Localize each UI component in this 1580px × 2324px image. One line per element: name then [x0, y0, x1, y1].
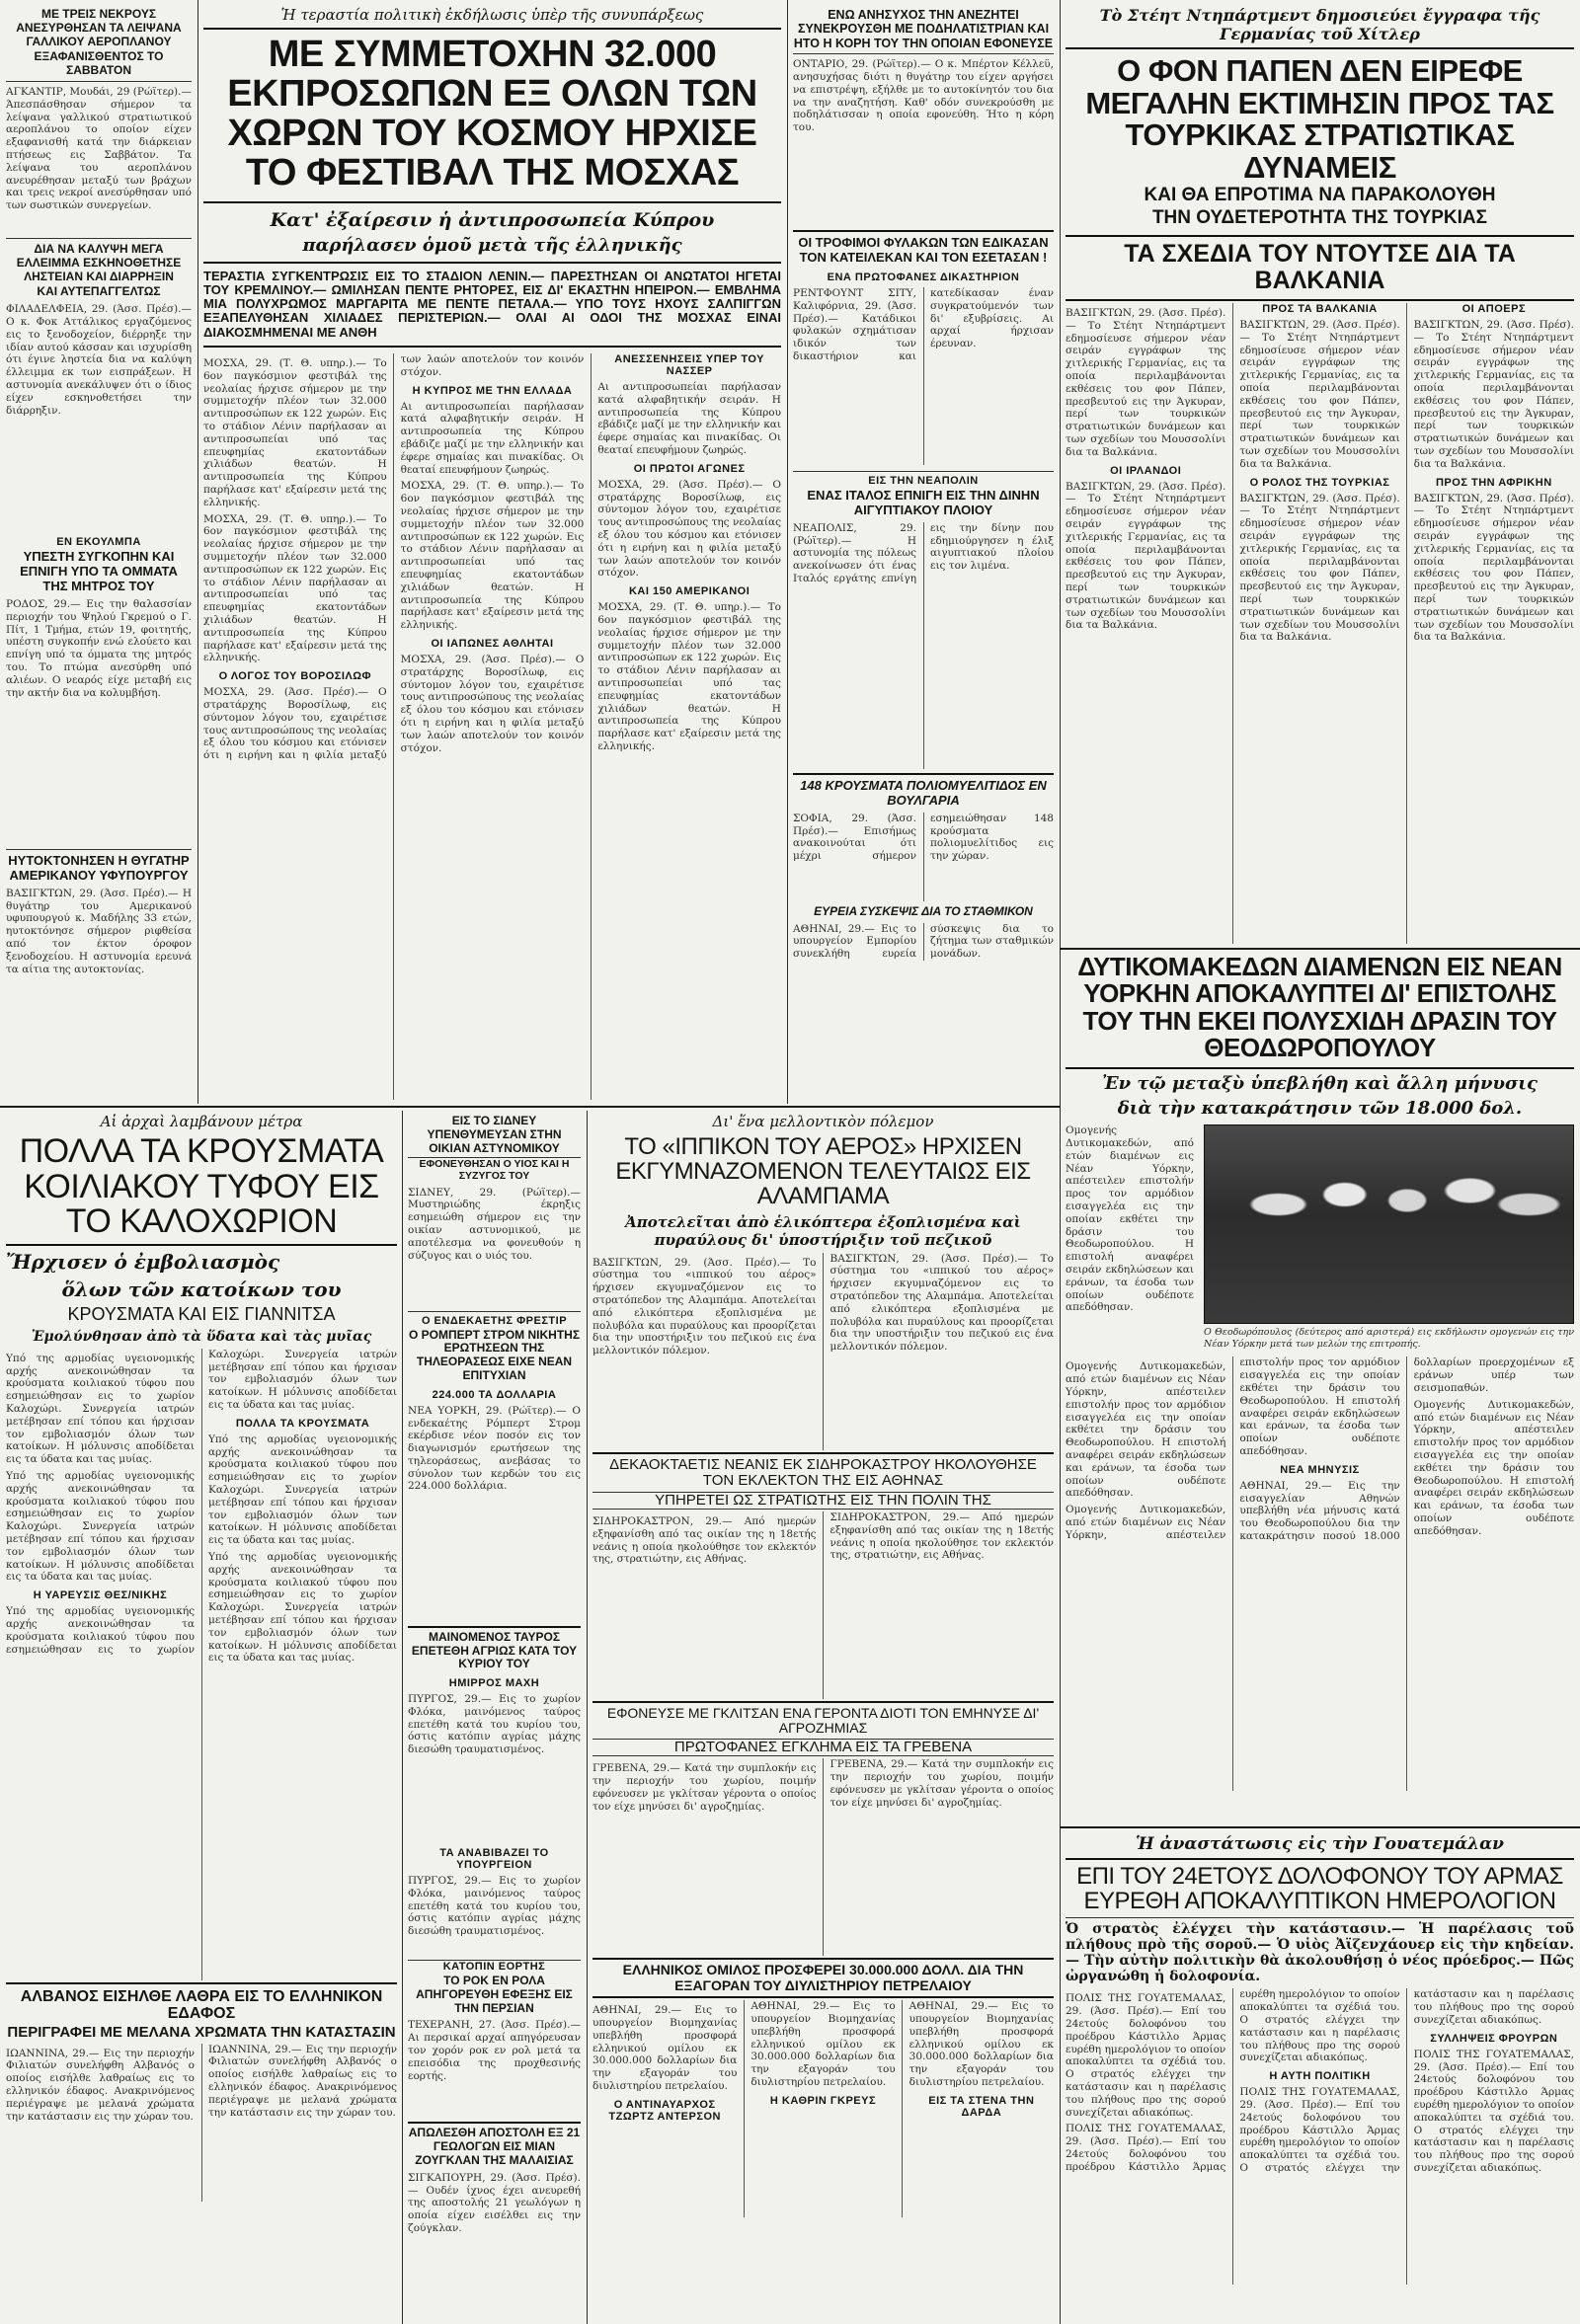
article-refinery: ΑΘΗΝΑΙ, 29.— Εις το υπουργείον Βιομηχανίας υπεβλήθη προσφορά ελληνικού ομίλου εκ 30.000.000 δολλαρίων δια την εξαγοράν του διυλιστηρίου πετρελαίου. [592, 2004, 738, 2092]
section-label-grace-kelly: Η ΚΑΘΡΙΝ ΓΚΡΕΥΣ [769, 2094, 877, 2107]
grevena-headline: ΕΦΟΝΕΥΣΕ ΜΕ ΓΚΛΙΤΣΑΝ ΕΝΑ ΓΕΡΟΝΤΑ ΔΙΟΤΙ ΤΟΝ ΕΜΗΝΥΣΕ ΔΙ' ΑΓΡΟΖΗΜΙΑΣ [592, 1701, 1054, 1737]
subhead-bull: ΗΜΙΡΡΟΣ ΜΑΧΗ [448, 1677, 540, 1690]
section-label-cyprus: Η ΚΥΠΡΟΣ ΜΕ ΤΗΝ ΕΛΛΑΔΑ [412, 384, 573, 397]
article-thessaloniki-water: Υπό της αρμοδίας υγειονομικής αρχής ανεκοινώθησαν τα κρούσματα κοιλιακού τύφου που εσημειώθησαν εις το χωρίον Καλοχώρι. Συνεργεία ιατρών μετέβησαν επί τόπου και ήρχισαν τον εμβολιασμόν όλων των κατοίκων. Η μόλυνσις αποδίδεται εις τα ύδατα και τας μυίας. [6, 1348, 397, 1656]
section-label-first-games: ΟΙ ΠΡΩΤΟΙ ΑΓΩΝΕΣ [633, 462, 746, 475]
article-africa: ΒΑΣΙΓΚΤΩΝ, 29. (Άσσ. Πρέσ).— Το Στέητ Ντηπάρτμεντ εδημοσίευσε σήμερον νέαν σειράν εγγράφων της χιτλερικής Γερμανίας, εις τα οποία περιλαμβάνονται εκθέσεις του φον Πάπεν, πρεσβευτού εις την Άγκυραν, περί των τουρκικών στρατιωτικών δυνάμεων και των σχεδίων του Μουσσολίνι δια τα Βαλκάνια. [1413, 492, 1574, 644]
typhus-subhead-2: ὅλων τῶν κατοίκων του [61, 1278, 342, 1302]
guatemala-subhead: Ὁ στρατὸς ἐλέγχει τὴν κατάστασιν.— Ἡ παρέλασις τοῦ πλήθους πρὸ τῆς σοροῦ.— Ὁ υἱὸς Ἀϊζενχάουερ εἰς τὴν κηδείαν.— Τὴν αὐτὴν πολιτικὴν θὰ ἀκολουθήσῃ ὁ νέος πρόεδρος.— Πῶς ὠργανώθη ἡ δολοφονία. [1066, 1917, 1574, 1984]
headline-polio-bulgaria: 148 ΚΡΟΥΣΜΑΤΑ ΠΟΛΙΟΜΥΕΛΙΤΙΔΟΣ ΕΝ ΒΟΥΛΓΑΡΙΑ [793, 773, 1054, 809]
macedonian-columns [1066, 1356, 1574, 1791]
article-prison-court: ΡΕΝΤΦΟΥΝΤ ΣΙΤΥ, Καλιφόρνια, 29. (Άσσ. Πρέσ).— Κατάδικοι φυλακών σχημάτισαν ιδικόν των δικαστήριον και κατεδίκασαν έναν συγκρατούμενόν των δι' εξυβρίσεις. Αι αρχαί ήρχισαν έρευναν. [793, 287, 1054, 362]
subhead-staged-robbery: ΚΑΙ ΑΥΤΕΠΑΓΓΕΛΤΩΣ [37, 284, 161, 299]
column-rule [1060, 0, 1061, 2324]
section-label-japanese: ΟΙ ΙΑΠΩΝΕΣ ΑΘΛΗΤΑΙ [431, 637, 554, 650]
subhead-prison-court: ΕΝΑ ΠΡΩΤΟΦΑΝΕΣ ΔΙΚΑΣΤΗΡΙΟΝ [827, 271, 1020, 283]
section-divider [1060, 1826, 1580, 1828]
guatemala-story [1066, 1834, 1574, 2319]
article-voroshilov: ΜΟΣΧΑ, 29. (Άσσ. Πρέσ).— Ο στρατάρχης Βοροσίλωφ, εις σύντομον λόγον του, εχαιρέτισε τους αντιπροσώπους της νεολαίας εξ όλου του κόσμου και ετόνισεν ότι η ειρήνη και η φιλία μεταξύ των λαών αποτελούν τον κοινόν στόχον. [203, 353, 585, 762]
article-guard-arrests: ΠΟΛΙΣ ΤΗΣ ΓΟΥΑΤΕΜΑΛΑΣ, 29. (Άσσ. Πρέσ).— Επί του 24ετούς δολοφόνου του προέδρου Κάστιλλο Άρμας ευρέθη ημερολόγιον το οποίον αποκαλύπτει τα σχέδιά του. Ο στρατός ελέγχει την κατάστασιν και η παρέλασις του πλήθους προ της σορού συνεχίζεται αδιακόπως. [1413, 2048, 1574, 2174]
macedonian-headline: ΔΥΤΙΚΟΜΑΚΕΔΩΝ ΔΙΑΜΕΝΩΝ ΕΙΣ ΝΕΑΝ ΥΟΡΚΗΝ ΑΠΟΚΑΛΥΠΤΕΙ ΔΙ' ΕΠΙΣΤΟΛΗΣ ΤΟΥ ΤΗΝ ΕΚΕΙ ΠΟΛΥΣΧΙΔΗ ΔΡΑΣΙΝ ΤΟΥ ΘΕΟΔΩΡΟΠΟΥΛΟΥ [1077, 954, 1562, 1062]
article-italian-drowned: ΝΕΑΠΟΛΙΣ, 29. (Ρώϊτερ).— Η αστυνομία της πόλεως ανεκοίνωσεν ότι ένας Ιταλός εργάτης επνίγη εις την δίνην που εδημιούργησεν η έλιξ αιγυπτιακού πλοίου εις τον λιμένα. [793, 521, 1054, 585]
section-label-anderson: Ο ΑΝΤΙΝΑΥΑΡΧΟΣ ΤΖΩΡΤΖ ΑΝΤΕΡΣΟΝ [608, 2098, 721, 2123]
article-anderson: ΑΘΗΝΑΙ, 29.— Εις το υπουργείον Βιομηχανίας υπεβλήθη προσφορά ελληνικού ομίλου εκ 30.000.000 δολλαρίων δια την εξαγοράν του διυλιστηρίου πετρελαίου. [750, 2000, 896, 2088]
section-label-thessaloniki-water: Η ΥΑΡΕΥΣΙΣ ΘΕΣ/ΝΙΚΗΣ [33, 1589, 168, 1602]
article-cyprus-cont: ΜΟΣΧΑ, 29. (Τ. Θ. υπηρ.).— Το 6ον παγκόσμιον φεστιβάλ της νεολαίας ήρχισε σήμερον με την συμμετοχήν πλέον των 32.000 αντιπροσώπων εκ 122 χωρών. Εις το στάδιον Λένιν παρήλασαν αι αντιπροσωπείαι υπό τας επευφημίας εκατοντάδων χιλιάδων θεατών. Η αντιπροσωπεία της Κύπρου παρήλασε κατ' εξαίρεσιν μετά της ελληνικής. [400, 480, 585, 632]
headline-rock-n-roll: ΤΟ ΡΟΚ ΕΝ ΡΟΛΑ ΑΠΗΓΟΡΕΥΘΗ ΕΦΕΞΗΣ ΕΙΣ ΤΗΝ ΠΕΡΣΙΑΝ [416, 1974, 573, 2015]
article-bull: ΠΥΡΓΟΣ, 29.— Εις το χωρίον Φλόκα, μαινόμενος ταύρος επετέθη κατά του κυρίου του, όστις κατόπιν αγρίας μάχης διεσώθη τραυματισμένος. [408, 1693, 581, 1756]
subhead-robert-strom: 224.000 ΤΑ ΔΟΛΛΑΡΙΑ [432, 1388, 557, 1401]
left-briefs-column [6, 6, 192, 1100]
article-robert-strom: ΝΕΑ ΥΟΡΚΗ, 29. (Ρώϊτερ).— Ο ενδεκαέτης Ρόμπερτ Στρομ εκέρδισε νέον ποσόν εις τον διαγωνισμόν ερωτήσεων της τηλεοράσεως, ανεβάσας το σύνολον των κερδών του εις 224.000 δολλάρια. [408, 1404, 581, 1493]
von-papen-story [1066, 6, 1574, 944]
photo-theodoropoulos [1204, 1124, 1574, 1353]
section-divider [1060, 948, 1580, 950]
article-guatemala-cont: ΠΟΛΙΣ ΤΗΣ ΓΟΥΑΤΕΜΑΛΑΣ, 29. (Άσσ. Πρέσ).— Επί του 24ετούς δολοφόνου του προέδρου Κάστιλλο Άρμας ευρέθη ημερολόγιον το οποίον αποκαλύπτει τα σχέδιά του. Ο στρατός ελέγχει την κατάστασιν και η παρέλασις του πλήθους προ της σορού συνεχίζεται αδιακόπως. [1066, 1988, 1400, 2173]
section-label-dardanelles: ΕΙΣ ΤΑ ΣΤΕΝΑ ΤΗΝ ΔΑΡΔΑ [928, 2094, 1035, 2119]
article-many-cases-cont: Υπό της αρμοδίας υγειονομικής αρχής ανεκοινώθησαν τα κρούσματα κοιλιακού τύφου που εσημειώθησαν εις το χωρίον Καλοχώρι. Συνεργεία ιατρών μετέβησαν επί τόπου και ήρχισαν τον εμβολιασμόν όλων των κατοίκων. Η μόλυνσις αποδίδεται εις τα ύδατα και τας μυίας. [208, 1551, 397, 1665]
festival-subhead: Κατ' ἐξαίρεσιν ἡ ἀντιπροσωπεία Κύπρου [203, 201, 781, 231]
article-sidirokastro-cont: ΣΙΔΗΡΟΚΑΣΤΡΟΝ, 29.— Από ημερών εξηφανίσθη από τας οικίαν της η 18ετής νεάνις η οποία ηκολούθησε τον εκλεκτόν της, στρατιώτην, εις Αθήνας. [830, 1511, 1054, 1562]
column-rule [587, 1111, 588, 2324]
article-irish: ΒΑΣΙΓΚΤΩΝ, 29. (Άσσ. Πρέσ).— Το Στέητ Ντηπάρτμεντ εδημοσίευσε σήμερον νέαν σειράν εγγράφων της χιτλερικής Γερμανίας, εις τα οποία περιλαμβάνονται εκθέσεις του φον Πάπεν, πρεσβευτού εις την Άγκυραν, περί των τουρκικών στρατιωτικών δυνάμεων και των σχεδίων του Μουσσολίνι δια τα Βαλκάνια. [1066, 480, 1226, 632]
article-turkey-role: ΒΑΣΙΓΚΤΩΝ, 29. (Άσσ. Πρέσ).— Το Στέητ Ντηπάρτμεντ εδημοσίευσε σήμερον νέαν σειράν εγγράφων της χιτλερικής Γερμανίας, εις τα οποία περιλαμβάνονται εκθέσεις του φον Πάπεν, πρεσβευτού εις την Άγκυραν, περί των τουρκικών στρατιωτικών δυνάμεων και των σχεδίων του Μουσσολίνι δια τα Βαλκάνια. [1239, 492, 1400, 644]
section-label-americans: ΚΑΙ 150 ΑΜΕΡΙΚΑΝΟΙ [628, 585, 750, 598]
article-geologists: ΣΙΓΚΑΠΟΥΡΗ, 29. (Άσσ. Πρέσ).— Ουδέν ίχνος έχει ανευρεθή της αποστολής 21 γεωλόγων η οποία είχεν εισέλθει εις την ζούγκλαν. [408, 2171, 581, 2235]
festival-article-cont: ΜΟΣΧΑ, 29. (Τ. Θ. υπηρ.).— Το 6ον παγκόσμιον φεστιβάλ της νεολαίας ήρχισε σήμερον με την συμμετοχήν πλέον των 32.000 αντιπροσώπων εκ 122 χωρών. Εις το στάδιον Λένιν παρήλασαν αι αντιπροσωπείαι υπό τας επευφημίας εκατοντάδων χιλιάδων θεατών. Η αντιπροσωπεία της Κύπρου παρήλασε κατ' εξαίρεσιν μετά της ελληνικής. [203, 512, 387, 664]
article-americans: ΜΟΣΧΑ, 29. (Τ. Θ. υπηρ.).— Το 6ον παγκόσμιον φεστιβάλ της νεολαίας ήρχισε σήμερον με την συμμετοχήν πλέον των 32.000 αντιπροσώπων εκ 122 χωρών. Εις το στάδιον Λένιν παρήλασαν αι αντιπροσωπείαι υπό τας επευφημίας εκατοντάδων χιλιάδων θεατών. Η αντιπροσωπεία της Κύπρου παρήλασε κατ' εξαίρεσιν μετά της ελληνικής. [597, 601, 781, 752]
von-papen-columns [1066, 303, 1574, 944]
article-boers: ΒΑΣΙΓΚΤΩΝ, 29. (Άσσ. Πρέσ).— Το Στέητ Ντηπάρτμεντ εδημοσίευσε σήμερον νέαν σειράν εγγράφων της χιτλερικής Γερμανίας, εις τα οποία περιλαμβάνονται εκθέσεις του φον Πάπεν, πρεσβευτού εις την Άγκυραν, περί των τουρκικών στρατιωτικών δυνάμεων και των σχεδίων του Μουσσολίνι δια τα Βαλκάνια. [1413, 318, 1574, 470]
article-staged-robbery: ΦΙΛΑΔΕΛΦΕΙΑ, 29. (Άσσ. Πρέσ).— Ο κ. Φοκ Αττάλικος εργαζόμενος εις το ξενοδοχείον, διέρρηξε την ιδίαν αυτού κάσσαν και ισχυρίσθη ότι έγινε ληστεία δια να καλύψη έλλειμμα εκ των εισπράξεων. Η αστυνομία ανεκάλυψεν ότι ο ίδιος είχεν εσκηνοθετήσει την διάρρηξιν. [6, 303, 192, 417]
section-label-irish: ΟΙ ΙΡΛΑΝΔΟΙ [1110, 464, 1182, 477]
article-cyprus: Αι αντιπροσωπείαι παρήλασαν κατά αλφαβητικήν σειράν. Η αντιπροσωπεία της Κύπρου εβάδιζε μαζί με την ελληνικήν και έφερε σημαίας και πινακίδας. Οι θεαταί επευφήμουν ζωηρώς. [400, 400, 585, 476]
headline-suicide-daughter: ΗΥΤΟΚΤΟΝΗΣΕΝ Η ΘΥΓΑΤΗΡ ΑΜΕΡΙΚΑΝΟΥ ΥΦΥΠΟΥΡΓΟΥ [6, 849, 192, 884]
section-label-turkey-role: Ο ΡΟΛΟΣ ΤΗΣ ΤΟΥΡΚΙΑΣ [1249, 476, 1390, 489]
headline-weights-meeting: ΕΥΡΕΙΑ ΣΥΣΚΕΨΙΣ ΔΙΑ ΤΟ ΣΤΑΘΜΙΚΟΝ [814, 903, 1033, 918]
column-rule [787, 0, 788, 1104]
typhus-story [6, 1113, 397, 2319]
article-albanian-cont: ΙΩΑΝΝΙΝΑ, 29.— Εις την περιοχήν Φιλιατών συνελήφθη Αλβανός ο οποίος εισήλθε λαθραίως εις το ελληνικόν έδαφος. Ανακρινόμενος περιέγραψε με μελανά χρώματα την κατάστασιν εις την χώραν του. [208, 2043, 397, 2119]
article-sydney: ΣΙΔΝΕΥ, 29. (Ρώϊτερ).— Μυστηριώδης έκρηξις εσημειώθη σήμερον εις την οικίαν αστυνομικού, με αποτέλεσμα να φονευθούν η σύζυγος και ο υιός του. [408, 1186, 581, 1262]
typhus-subhead-giannitsa: ΚΡΟΥΣΜΑΤΑ ΚΑΙ ΕΙΣ ΓΙΑΝΝΙΤΣΑ [67, 1304, 336, 1325]
article-japanese: ΜΟΣΧΑ, 29. (Άσσ. Πρέσ).— Ο στρατάρχης Βοροσίλωφ, εις σύντομον λόγον του, εχαιρέτισε τους αντιπροσώπους της νεολαίας εξ όλου του κόσμου και ετόνισεν ότι η ειρήνη και η φιλία μεταξύ των λαών αποτελούν τον κοινόν στόχον. [400, 653, 585, 754]
sidirokastro-subhead: ΥΠΗΡΕΤΕΙ ΩΣ ΣΤΡΑΤΙΩΤΗΣ ΕΙΣ ΤΗΝ ΠΟΛΙΝ ΤΗΣ [592, 1492, 1054, 1511]
section-label-africa: ΠΡΟΣ ΤΗΝ ΑΦΡΙΚΗΝ [1435, 476, 1552, 489]
article-new-lawsuit-cont: Ομογενής Δυτικομακεδών, από ετών διαμένων εις Νέαν Υόρκην, απέστειλεν επιστολήν προς τον αρμόδιον εισαγγελέα εις την οποίαν εκθέτει την δράσιν του Θεοδωροπούλου. Η επιστολή αναφέρει σειράν εκδηλώσεων και εράνων, τα έσοδα των οποίων ουδέποτε απεδόθησαν. [1413, 1398, 1574, 1537]
section-label-ekoulmpa: ΕΝ ΕΚΟΥΛΜΠΑ [56, 536, 141, 549]
festival-story [203, 6, 781, 1100]
article-typhus-cont: Υπό της αρμοδίας υγειονομικής αρχής ανεκοινώθησαν τα κρούσματα κοιλιακού τύφου που εσημειώθησαν εις το χωρίον Καλοχώρι. Συνεργεία ιατρών μετέβησαν επί τόπου και ήρχισαν τον εμβολιασμόν όλων των κατοίκων. Η μόλυνσις αποδίδεται εις τα ύδατα και τας μυίας. [6, 1470, 195, 1584]
headline-robert-strom: Ο ΡΟΜΠΕΡΤ ΣΤΡΟΜ ΝΙΚΗΤΗΣ ΕΡΩΤΗΣΕΩΝ ΤΗΣ ΤΗΛΕΟΡΑΣΕΩΣ ΕΙΧΕ ΝΕΑΝ ΕΠΙΤΥΧΙΑΝ [408, 1327, 581, 1382]
article-grevena: ΓΡΕΒΕΝΑ, 29.— Κατά την συμπλοκήν εις την περιοχήν του χωρίου, ποιμήν εφόνευσεν με γκλίτσαν γέροντα ο οποίος τον είχε μηνύσει δι' αγροζημίας. [592, 1762, 817, 1813]
group-photo [1204, 1124, 1574, 1324]
section-divider [0, 1106, 1060, 1108]
headline-bull: ΜΑΙΝΟΜΕΝΟΣ ΤΑΥΡΟΣ ΕΠΕΤΕΘΗ ΑΓΡΙΩΣ ΚΑΤΑ ΤΟΥ ΚΥΡΙΟΥ ΤΟΥ [408, 1626, 581, 1671]
article-same-policy: ΠΟΛΙΣ ΤΗΣ ΓΟΥΑΤΕΜΑΛΑΣ, 29. (Άσσ. Πρέσ).— Επί του 24ετούς δολοφόνου του προέδρου Κάστιλλο Άρμας ευρέθη ημερολόγιον το οποίον αποκαλύπτει τα σχέδιά του. Ο στρατός ελέγχει την κατάστασιν και η παρέλασις του πλήθους προ της σορού συνεχίζεται αδιακόπως. [1239, 1988, 1574, 2174]
headline-staged-robbery: ΔΙΑ ΝΑ ΚΑΛΥΨΗ ΜΕΓΑ ΕΛΛΕΙΜΜΑ ΕΣΚΗΝΟΘΕΤΗΣΕ ΛΗΣΤΕΙΑΝ ΚΑΙ ΔΙΑΡΡΗΞΙΝ [6, 238, 192, 283]
guatemala-headline: ΕΠΙ ΤΟΥ 24ΕΤΟΥΣ ΔΟΛΟΦΟΝΟΥ ΤΟΥ ΑΡΜΑΣ ΕΥΡΕΘΗ ΑΠΟΚΑΛΥΠΤΙΚΟΝ ΗΜΕΡΟΛΟΓΙΟΝ [1066, 1858, 1574, 1913]
von-papen-kicker: Τὸ Στέητ Ντηπάρτμεντ δημοσιεύει ἔγγραφα τῆς Γερμανίας τοῦ Χίτλερ [1099, 6, 1540, 43]
grevena-columns [592, 1758, 1054, 1956]
article-macedonian-intro: Ομογενής Δυτικομακεδών, από ετών διαμένων εις Νέαν Υόρκην, απέστειλεν επιστολήν προς τον αρμόδιον εισαγγελέα εις την οποίαν εκθέτει την δράσιν του Θεοδωροπούλου. Η επιστολή αναφέρει σειράν εκδηλώσεων και εράνων, τα έσοδα των οποίων ουδέποτε απεδόθησαν. [1066, 1124, 1194, 1314]
duce-plans-headline: ΤΑ ΣΧΕΔΙΑ ΤΟΥ ΝΤΟΥΤΣΕ ΔΙΑ ΤΑ ΒΑΛΚΑΝΙΑ [1066, 235, 1574, 301]
article-air-cavalry: ΒΑΣΙΓΚΤΩΝ, 29. (Άσσ. Πρέσ).— Το σύστημα του «ιππικού του αέρος» ήρχισεν εκγυμναζόμενον εις το στρατόπεδον της Αλαμπάμα. Αποτελείται από ελικόπτερα εξοπλισμένα με πολυβόλα και πυραύλους και προορίζεται δια την υποστήριξιν του πεζικού εις ένα μελλοντικόν πόλεμον. [592, 1256, 817, 1357]
photo-caption: Ο Θεοδωρόπουλος (δεύτερος από αριστερά) εις εκδήλωσιν ομογενών εις την Νέαν Υόρκην μετά των μελών της επιτροπής. [1204, 1327, 1574, 1350]
headline-sydney: ΕΙΣ ΤΟ ΣΙΔΝΕΥ ΥΠΕΝΘΥΜΕΥΣΑΝ ΣΤΗΝ ΟΙΚΙΑΝ ΑΣΤΥΝΟΜΙΚΟΥ [427, 1114, 562, 1155]
section-label-boers: ΟΙ ΑΠΟΕΡΣ [1462, 302, 1527, 315]
section-label-new-lawsuit: ΝΕΑ ΜΗΝΥΣΙΣ [1280, 1463, 1360, 1476]
guatemala-columns [1066, 1988, 1574, 2285]
festival-headline: ΜΕ ΣΥΜΜΕΤΟΧΗΝ 32.000 ΕΚΠΡΟΣΩΠΩΝ ΕΞ ΟΛΩΝ ΤΩΝ ΧΩΡΩΝ ΤΟΥ ΚΟΣΜΟΥ ΗΡΧΙΣΕ ΤΟ ΦΕΣΤΙΒΑΛ ΤΗΣ ΜΟΣΧΑΣ [203, 28, 781, 194]
article-air-cavalry-cont: ΒΑΣΙΓΚΤΩΝ, 29. (Άσσ. Πρέσ).— Το σύστημα του «ιππικού του αέρος» ήρχισεν εκγυμναζόμενον εις το στρατόπεδον της Αλαμπάμα. Αποτελείται από ελικόπτερα εξοπλισμένα με πολυβόλα και πυραύλους και προορίζεται δια την υποστήριξιν του πεζικού εις ένα μελλοντικόν πόλεμον. [830, 1252, 1054, 1354]
refinery-headline: ΕΛΛΗΝΙΚΟΣ ΟΜΙΛΟΣ ΠΡΟΣΦΕΡΕΙ 30.000.000 ΔΟΛΛ. ΔΙΑ ΤΗΝ ΕΞΑΓΟΡΑΝ ΤΟΥ ΔΙΥΛΙΣΤΗΡΙΟΥ ΠΕΤΡΕΛΑΙΟΥ [592, 1958, 1054, 1998]
subhead-french-plane: ΕΞΑΦΑΝΙΣΘΕΝΤΟΣ ΤΟ ΣΑΒΒΑΤΟΝ [6, 50, 192, 82]
article-french-plane: ΑΓΚΑΝΤΙΡ, Μουδάι, 29 (Ρώϊτερ).— Άπεσπάσθησαν σήμερον τα λείψανα γαλλικού στρατιωτικού αεροπλάνου το οποίον είχεν εξαφανισθή κατά την διάρκειαν πτήσεως εις Σαββάτον. Τα λείψανα του αεροπλάνου ανευρέθησαν μεταξύ των βράχων και τρεις νεκροί ανεσύρθησαν υπό των σωστικών συνεργείων. [6, 85, 192, 212]
grevena-subhead: ΠΡΩΤΟΦΑΝΕΣ ΕΓΚΛΗΜΑ ΕΙΣ ΤΑ ΓΡΕΒΕΝΑ [592, 1739, 1054, 1757]
section-label-nasser: ΑΝΕΣΣΕΝΗΣΕΙΣ ΥΠΕΡ ΤΟΥ ΝΑΣΣΕΡ [614, 353, 764, 378]
subhead-after-party: ΚΑΤΟΠΙΝ ΕΟΡΤΗΣ [408, 1960, 581, 1973]
headline-italian-drowned: ΕΝΑΣ ΙΤΑΛΟΣ ΕΠΝΙΓΗ ΕΙΣ ΤΗΝ ΔΙΝΗΝ ΑΙΓΥΠΤΙΑΚΟΥ ΠΛΟΙΟΥ [807, 488, 1040, 517]
article-guatemala: ΠΟΛΙΣ ΤΗΣ ΓΟΥΑΤΕΜΑΛΑΣ, 29. (Άσσ. Πρέσ).— Επί του 24ετούς δολοφόνου του προέδρου Κάστιλλο Άρμας ευρέθη ημερολόγιον το οποίον αποκαλύπτει τα σχέδιά του. Ο στρατός ελέγχει την κατάστασιν και η παρέλασις του πλήθους προ της σορού συνεχίζεται αδιακόπως. [1066, 1992, 1226, 2119]
article-macedonian-cont: Ομογενής Δυτικομακεδών, από ετών διαμένων εις Νέαν Υόρκην, απέστειλεν επιστολήν προς τον αρμόδιον εισαγγελέα εις την οποίαν εκθέτει την δράσιν του Θεοδωροπούλου. Η επιστολή αναφέρει σειράν εκδηλώσεων και εράνων, τα έσοδα των οποίων ουδέποτε απεδόθησαν. [1066, 1356, 1400, 1541]
section-label-naples: ΕΙΣ ΤΗΝ ΝΕΑΠΟΛΙΝ [793, 471, 1054, 487]
air-cavalry-subhead: Ἀποτελεῖται ἀπὸ ἑλικόπτερα ἐξοπλισμένα καὶ πυραύλους δι' ὑποστήριξιν τοῦ πεζικοῦ [625, 1212, 1021, 1249]
column-rule [402, 1111, 403, 2324]
article-drowned-youth: ΡΟΔΟΣ, 29.— Εις την θαλασσίαν περιοχήν του Ψηλού Γκρεμού ο Γ. Πίτ, 1 Τμήμα, ετών 19, φοιτητής, υπέστη συγκοπήν ενώ ελούετο και επνίγη υπό τα όμματα της μητρός του. Το πτώμα ανεσύρθη υπό αλιέων. Ο νεαρός είχε μεταβή εις την ακτήν δια να κολυμβήση. [6, 597, 192, 699]
article-suicide-daughter: ΒΑΣΙΓΚΤΩΝ, 29. (Άσσ. Πρέσ).— Η θυγάτηρ του Αμερικανού υφυπουργού κ. Μαδήλης 33 ετών, ηυτοκτόνησε σήμερον ριφθείσα από τον έκτον όροφον ξενοδοχείου. Η αστυνομία ερευνά τα αίτια της αυτοκτονίας. [6, 887, 192, 975]
article-von-papen: ΒΑΣΙΓΚΤΩΝ, 29. (Άσσ. Πρέσ).— Το Στέητ Ντηπάρτμεντ εδημοσίευσε σήμερον νέαν σειράν εγγράφων της χιτλερικής Γερμανίας, εις τα οποία περιλαμβάνονται εκθέσεις του φον Πάπεν, πρεσβευτού εις την Άγκυραν, περί των τουρκικών στρατιωτικών δυνάμεων και των σχεδίων του Μουσσολίνι δια τα Βαλκάνια. [1066, 306, 1226, 458]
section-label-eleven-year-old: Ο ΕΝΔΕΚΑΕΤΗΣ ΦΡΕΣΤΙΡ [408, 1311, 581, 1327]
air-cavalry-headline: ΤΟ «ΙΠΠΙΚΟΝ ΤΟΥ ΑΕΡΟΣ» ΗΡΧΙΣΕΝ ΕΚΓΥΜΝΑΖΟΜΕΝΟΝ ΤΕΛΕΥΤΑΙΩΣ ΕΙΣ ΑΛΑΜΠΑΜΑ [615, 1133, 1031, 1210]
albanian-columns [6, 2044, 397, 2202]
typhus-headline: ΠΟΛΛΑ ΤΑ ΚΡΟΥΣΜΑΤΑ ΚΟΙΛΙΑΚΟΥ ΤΥΦΟΥ ΕΙΣ ΤΟ ΚΑΛΟΧΩΡΙΟΝ [19, 1132, 384, 1241]
albanian-subhead: ΠΕΡΙΓΡΑΦΕΙ ΜΕ ΜΕΛΑΝΑ ΧΡΩΜΑΤΑ ΤΗΝ ΚΑΤΑΣΤΑΣΙΝ [7, 2024, 396, 2042]
sidirokastro-headline: ΔΕΚΑΟΚΤΑΕΤΙΣ ΝΕΑΝΙΣ ΕΚ ΣΙΔΗΡΟΚΑΣΤΡΟΥ ΗΚΟΛΟΥΘΗΣΕ ΤΟΝ ΕΚΛΕΚΤΟΝ ΤΗΣ ΕΙΣ ΑΘΗΝΑΣ [592, 1452, 1054, 1490]
festival-columns [203, 353, 781, 1100]
von-papen-subhead: ΚΑΙ ΘΑ ΕΠΡΟΤΙΜΑ ΝΑ ΠΑΡΑΚΟΛΟΥΘΗ [1144, 185, 1496, 206]
typhus-subhead-flies: Ἐμολύνθησαν ἀπὸ τὰ ὕδατα καὶ τὰς μυῖας [31, 1328, 372, 1345]
macedonian-story [1066, 954, 1574, 1822]
subhead-sydney: ΕΦΟΝΕΥΘΗΣΑΝ Ο ΥΙΟΣ ΚΑΙ Η ΣΥΖΥΓΟΣ ΤΟΥ [408, 1157, 581, 1182]
article-first-games: ΜΟΣΧΑ, 29. (Άσσ. Πρέσ).— Ο στρατάρχης Βοροσίλωφ, εις σύντομον λόγον του, εχαιρέτισε τους αντιπροσώπους της νεολαίας εξ όλου του κόσμου και ετόνισεν ότι η ειρήνη και η φιλία μεταξύ των λαών αποτελούν τον κοινόν στόχον. [597, 478, 781, 580]
article-rock-n-roll: ΤΕΧΕΡΑΝΗ, 27. (Άσσ. Πρέσ).— Αι περσικαί αρχαί απηγόρευσαν τον χορόν ροκ εν ρολ μετά τα επεισόδια της προχθεσινής εορτής. [408, 2019, 581, 2082]
festival-kicker: Ἡ τεραστία πολιτικὴ ἐκδήλωσις ὑπὲρ τῆς συνυπάρξεως [280, 6, 704, 24]
festival-article: ΜΟΣΧΑ, 29. (Τ. Θ. υπηρ.).— Το 6ον παγκόσμιον φεστιβάλ της νεολαίας ήρχισε σήμερον με την συμμετοχήν πλέον των 32.000 αντιπροσώπων εκ 122 χωρών. Εις το στάδιον Λένιν παρήλασαν αι αντιπροσωπείαι υπό τας επευφημίας εκατοντάδων χιλιάδων θεατών. Η αντιπροσωπεία της Κύπρου παρήλασε κατ' εξαίρεσιν μετά της ελληνικής. [203, 357, 387, 508]
article-many-cases: Υπό της αρμοδίας υγειονομικής αρχής ανεκοινώθησαν τα κρούσματα κοιλιακού τύφου που εσημειώθησαν εις το χωρίον Καλοχώρι. Συνεργεία ιατρών μετέβησαν επί τόπου και ήρχισαν τον εμβολιασμόν όλων των κατοίκων. Η μόλυνσις αποδίδεται εις τα ύδατα και τας μυίας. [208, 1433, 397, 1547]
article-nasser: Αι αντιπροσωπείαι παρήλασαν κατά αλφαβητικήν σειράν. Η αντιπροσωπεία της Κύπρου εβάδιζε μαζί με την ελληνικήν και έφερε σημαίας και πινακίδας. Οι θεαταί επευφήμουν ζωηρώς. [597, 381, 781, 457]
article-grace-kelly: ΑΘΗΝΑΙ, 29.— Εις το υπουργείον Βιομηχανίας υπεβλήθη προσφορά ελληνικού ομίλου εκ 30.000.000 δολλαρίων δια την εξαγοράν του διυλιστηρίου πετρελαίου. [908, 2000, 1054, 2088]
macedonian-subhead-2: διὰ τὴν κατακράτησιν τῶν 18.000 δολ. [1117, 1098, 1523, 1120]
headline-geologists: ΑΠΩΛΕΣΘΗ ΑΠΟΣΤΟΛΗ ΕΞ 21 ΓΕΩΛΟΓΩΝ ΕΙΣ ΜΙΑΝ ΖΟΥΓΚΛΑΝ ΤΗΣ ΜΑΛΑΙΣΙΑΣ [408, 2122, 581, 2167]
headline-drowned-youth: ΥΠΕΣΤΗ ΣΥΓΚΟΠΗΝ ΚΑΙ ΕΠΝΙΓΗ ΥΠΟ ΤΑ ΟΜΜΑΤΑ ΤΗΣ ΜΗΤΡΟΣ ΤΟΥ [20, 549, 178, 594]
article-typhus: Υπό της αρμοδίας υγειονομικής αρχής ανεκοινώθησαν τα κρούσματα κοιλιακού τύφου που εσημειώθησαν εις το χωρίον Καλοχώρι. Συνεργεία ιατρών μετέβησαν επί τόπου και ήρχισαν τον εμβολιασμόν όλων των κατοίκων. Η μόλυνσις αποδίδεται εις τα ύδατα και τας μυίας. [6, 1352, 195, 1466]
article-grevena-cont: ΓΡΕΒΕΝΑ, 29.— Κατά την συμπλοκήν εις την περιοχήν του χωρίου, ποιμήν εφόνευσεν με γκλίτσαν γέροντα ο οποίος τον είχε μηνύσει δι' αγροζημίας. [830, 1758, 1054, 1809]
article-ministry: ΠΥΡΓΟΣ, 29.— Εις το χωρίον Φλόκα, μαινόμενος ταύρος επετέθη κατά του κυρίου του, όστις κατόπιν αγρίας μάχης διεσώθη τραυματισμένος. [408, 1875, 581, 1938]
macedonian-subhead: Ἐν τῷ μεταξὺ ὑπεβλήθη καὶ ἄλλη μήνυσις [1066, 1067, 1574, 1094]
section-label-ministry: ΤΑ ΑΝΑΒΙΒΑΖΕΙ ΤΟ ΥΠΟΥΡΓΕΙΟΝ [439, 1847, 549, 1872]
air-cavalry-kicker: Δι' ἕνα μελλοντικὸν πόλεμον [712, 1113, 934, 1130]
article-new-lawsuit: ΑΘΗΝΑΙ, 29.— Εις την εισαγγελίαν Αθηνών υπεβλήθη νέα μήνυσις κατά του Θεοδωροπούλου δια την κατακράτησιν ποσού 18.000 δολλαρίων προερχομένων εξ εράνων υπέρ των σεισμοπαθών. [1239, 1356, 1574, 1542]
typhus-kicker: Αἱ ἀρχαὶ λαμβάνουν μέτρα [100, 1113, 303, 1130]
von-papen-subhead-2: ΤΗΝ ΟΥΔΕΤΕΡΟΤΗΤΑ ΤΗΣ ΤΟΥΡΚΙΑΣ [1151, 207, 1488, 229]
article-cyclist-daughter: ΟΝΤΑΡΙΟ, 29. (Ρώϊτερ).— Ο κ. Μπέρτον Κέλλεϋ, ανησυχήσας διότι η θυγάτηρ του είχεν αργήσει να επιστρέψη, εξήλθε με το αυτοκίνητόν του δια να την αναζητήση. Καθ' οδόν συνεκρούσθη με ποδηλάτισσαν η οποία εφονεύθη. Ήτο η κόρη του. [793, 58, 1054, 134]
von-papen-headline: Ο ΦΟΝ ΠΑΠΕΝ ΔΕΝ ΕΙΡΕΦΕ ΜΕΓΑΛΗΝ ΕΚΤΙΜΗΣΙΝ ΠΡΟΣ ΤΑΣ ΤΟΥΡΚΙΚΑΣ ΣΤΡΑΤΙΩΤΙΚΑΣ ΔΥΝΑΜΕΙΣ [1066, 47, 1574, 184]
albanian-headline: ΑΛΒΑΝΟΣ ΕΙΣΗΛΘΕ ΛΑΘΡΑ ΕΙΣ ΤΟ ΕΛΛΗΝΙΚΟΝ ΕΔΑΦΟΣ [6, 1982, 397, 2023]
headline-prison-court: ΟΙ ΤΡΟΦΙΜΟΙ ΦΥΛΑΚΩΝ ΤΩΝ ΕΔΙΚΑΣΑΝ ΤΟΝ ΚΑΤΕΙΛΕΚΑΝ ΚΑΙ ΤΟΝ ΕΣΕΤΑΣΑΝ ! [793, 230, 1054, 266]
section-label-same-policy: Η ΑΥΤΗ ΠΟΛΙΤΙΚΗ [1269, 2070, 1371, 2083]
headline-cyclist-daughter: ΕΝΩ ΑΝΗΣΥΧΟΣ ΤΗΝ ΑΝΕΖΗΤΕΙ ΣΥΝΕΚΡΟΥΣΘΗ ΜΕ ΠΟΔΗΛΑΤΙΣΤΡΙΑΝ ΚΑΙ ΗΤΟ Η ΚΟΡΗ ΤΟΥ ΤΗΝ ΟΠΟΙΑΝ ΕΦΟΝΕΥΣΕ [793, 8, 1054, 54]
bottom-briefs-column [408, 1113, 581, 2319]
section-label-guard-arrests: ΣΥΛΛΗΨΕΙΣ ΦΡΟΥΡΩΝ [1430, 2032, 1558, 2045]
headline-french-plane: ΜΕ ΤΡΕΙΣ ΝΕΚΡΟΥΣ ΑΝΕΣΥΡΘΗΣΑΝ ΤΑ ΛΕΙΨΑΝΑ ΓΑΛΛΙΚΟΥ ΑΕΡΟΠΛΑΝΟΥ [16, 7, 182, 48]
air-cavalry-columns [592, 1253, 1054, 1450]
section-label-many-cases: ΠΟΛΛΑ ΤΑ ΚΡΟΥΣΜΑΤΑ [235, 1417, 370, 1430]
festival-subhead-2: παρήλασεν ὁμοῦ μετὰ τῆς ἑλληνικῆς [302, 234, 682, 256]
middle-briefs-column [793, 6, 1054, 1100]
sidirokastro-columns [592, 1511, 1054, 1699]
festival-deck: ΤΕΡΑΣΤΙΑ ΣΥΓΚΕΝΤΡΩΣΙΣ ΕΙΣ ΤΟ ΣΤΑΔΙΟΝ ΛΕΝΙΝ.— ΠΑΡΕΣΤΗΣΑΝ ΟΙ ΑΝΩΤΑΤΟΙ ΗΓΕΤΑΙ ΤΟΥ ΚΡΕΜΛΙΝΟΥ.— ΩΜΙΛΗΣΑΝ ΠΕΝΤΕ ΡΗΤΟΡΕΣ, ΕΙΣ ΔΙ' ΕΚΑΣΤΗΝ ΗΠΕΙΡΟΝ.— ΕΜΒΛΗΜΑ ΜΙΑ ΠΟΛΥΧΡΩΜΟΣ ΜΑΡΓΑΡΙΤΑ ΜΕ ΠΕΝΤΕ ΠΕΤΑΛΑ.— ΥΠΟ ΤΟΥΣ ΗΧΟΥΣ ΣΑΛΠΙΓΓΩΝ ΕΞΑΠΕΛΥΘΗΣΑΝ ΧΙΛΙΑΔΕΣ ΠΕΡΙΣΤΕΡΙΩΝ.— ΟΛΑΙ ΑΙ ΟΔΟΙ ΤΗΣ ΜΟΣΧΑΣ ΕΙΝΑΙ ΔΙΑΚΟΣΜΗΜΕΝΑΙ ΜΕ ΑΝΘΗ [203, 262, 781, 348]
refinery-columns [592, 2000, 1054, 2217]
guatemala-kicker: Ἡ ἀναστάτωσις εἰς τὴν Γουατεμάλαν [1136, 1834, 1504, 1854]
typhus-subhead: Ἤρχισεν ὁ ἐμβολιασμὸς [6, 1244, 397, 1274]
section-label-balkans: ΠΡΟΣ ΤΑ ΒΑΛΚΑΝΙΑ [1262, 302, 1378, 315]
article-weights-meeting: ΑΘΗΝΑΙ, 29.— Εις το υπουργείον Εμπορίου συνεκλήθη ευρεία σύσκεψις δια το ζήτημα των σταθμικών μονάδων. [793, 922, 1054, 961]
typhus-columns [6, 1349, 397, 1980]
article-sidirokastro: ΣΙΔΗΡΟΚΑΣΤΡΟΝ, 29.— Από ημερών εξηφανίσθη από τας οικίαν της η 18ετής νεάνις η οποία ηκολούθησε τον εκλεκτόν της, στρατιώτην, εις Αθήνας. [592, 1515, 817, 1566]
article-macedonian: Ομογενής Δυτικομακεδών, από ετών διαμένων εις Νέαν Υόρκην, απέστειλεν επιστολήν προς τον αρμόδιον εισαγγελέα εις την οποίαν εκθέτει την δράσιν του Θεοδωροπούλου. Η επιστολή αναφέρει σειράν εκδηλώσεων και εράνων, τα έσοδα των οποίων ουδέποτε απεδόθησαν. [1066, 1360, 1226, 1500]
air-cavalry-story [592, 1113, 1054, 2319]
article-balkans: ΒΑΣΙΓΚΤΩΝ, 29. (Άσσ. Πρέσ).— Το Στέητ Ντηπάρτμεντ εδημοσίευσε σήμερον νέαν σειράν εγγράφων της χιτλερικής Γερμανίας, εις τα οποία περιλαμβάνονται εκθέσεις του φον Πάπεν, πρεσβευτού εις την Άγκυραν, περί των τουρκικών στρατιωτικών δυνάμεων και των σχεδίων του Μουσσολίνι δια τα Βαλκάνια. [1239, 318, 1400, 470]
section-label-voroshilov: Ο ΛΟΓΟΣ ΤΟΥ ΒΟΡΟΣΙΛΩΦ [218, 670, 372, 683]
article-albanian: ΙΩΑΝΝΙΝΑ, 29.— Εις την περιοχήν Φιλιατών συνελήφθη Αλβανός ο οποίος εισήλθε λαθραίως εις το ελληνικόν έδαφος. Ανακρινόμενος περιέγραψε με μελανά χρώματα την κατάστασιν εις την χώραν του. [6, 2047, 195, 2123]
article-polio-bulgaria: ΣΟΦΙΑ, 29. (Άσσ. Πρέσ).— Επισήμως ανακοινούται ότι μέχρι σήμερον εσημειώθησαν 148 κρούσματα πολιομυελίτιδος εις την χώραν. [793, 812, 1054, 863]
